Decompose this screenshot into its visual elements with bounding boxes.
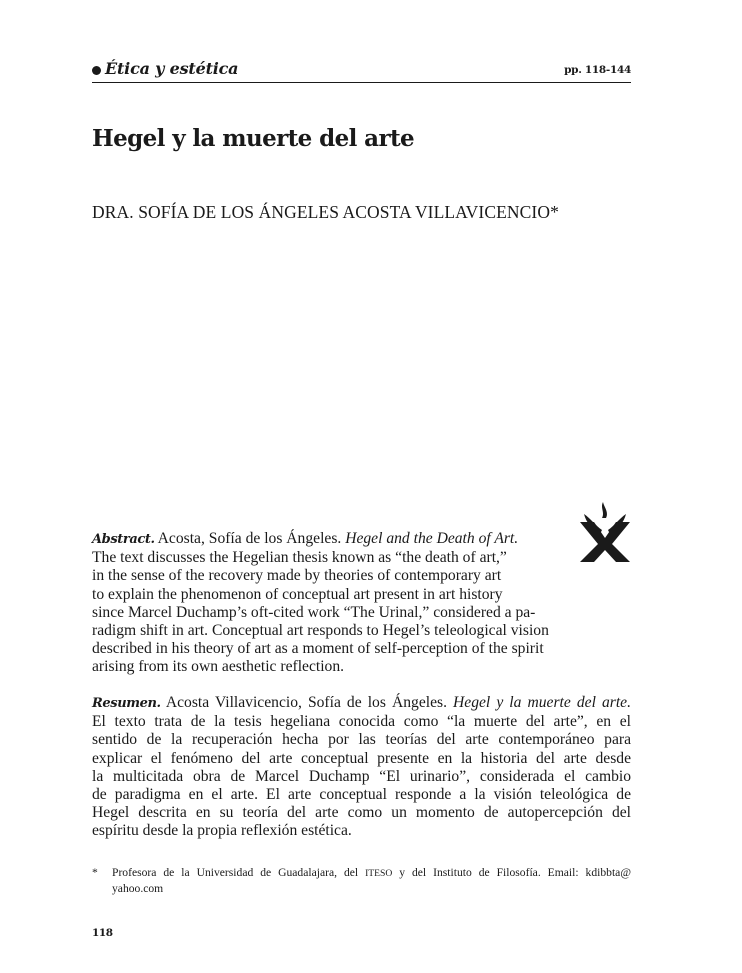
footnote-email-start: y del Instituto de Filosofía. Email: kdibbta@: [392, 866, 631, 879]
footnote-line-1: [112, 866, 631, 882]
abstract-text-line: arising from its own aesthetic reflection.: [92, 658, 345, 676]
page-range: pp. 118-144: [564, 64, 631, 76]
abstract-label: Abstract.: [92, 532, 155, 547]
footnote-marker: *: [92, 866, 98, 879]
resumen-citation: Acosta Villavicencio, Sofía de los Ángeles.: [165, 694, 447, 711]
abstract-text-line: since Marcel Duchamp’s oft-cited work “The Urinal,” considered a pa-: [92, 603, 536, 621]
abstract-citation: Acosta, Sofía de los Ángeles.: [157, 530, 342, 547]
resumen-text-line: espíritu desde la propia reflexión estética.: [92, 822, 352, 840]
footnote-institution: ITESO: [365, 868, 393, 879]
abstract-text-line: described in his theory of art as a moment of self-perception of the spirit: [92, 640, 544, 658]
resumen-text-line: de paradigma en el arte. El arte conceptual responde a la visión teleológica de: [92, 786, 631, 804]
author-name: DRA. SOFÍA DE LOS ÁNGELES ACOSTA VILLAVICENCIO*: [92, 202, 559, 222]
abstract-text-line: in the sense of the recovery made by theories of contemporary art: [92, 567, 502, 585]
bullet-icon: [92, 66, 101, 75]
abstract-text-line: to explain the phenomenon of conceptual art present in art history: [92, 585, 503, 603]
abstract-text-line: The text discusses the Hegelian thesis known as “the death of art,”: [92, 549, 507, 567]
abstract-paragraph: [92, 530, 692, 677]
resumen-text-line: explicar el fenómeno del arte conceptual presente en la historia del arte desde: [92, 749, 631, 767]
resumen-line-1: [92, 694, 631, 713]
page-number: 118: [92, 927, 113, 939]
resumen-text-line: la multicitada obra de Marcel Duchamp “El urinario”, considerada el cambio: [92, 767, 631, 785]
resumen-citation-title: Hegel y la muerte del arte.: [453, 694, 631, 711]
running-header: [92, 60, 631, 83]
resumen-paragraph: [92, 694, 692, 841]
resumen-label: Resumen.: [92, 696, 161, 711]
resumen-text-line: sentido de la recuperación hecha por las teorías del arte contemporáneo para: [92, 731, 631, 749]
footnote-text: [112, 866, 631, 896]
footnote-email-end: yahoo.com: [112, 881, 164, 895]
article-title: Hegel y la muerte del arte: [92, 125, 415, 152]
abstract-line-1: [92, 530, 692, 549]
resumen-text-line: Hegel descrita en su teoría del arte como un momento de autopercepción del: [92, 804, 631, 822]
section-name: Ética y estética: [105, 59, 239, 78]
resumen-text-line: El texto trata de la tesis hegeliana conocida como “la muerte del arte”, en el: [92, 713, 631, 731]
abstract-citation-title: Hegel and the Death of Art.: [345, 530, 519, 547]
abstract-text-line: radigm shift in art. Conceptual art responds to Hegel’s teleological vision: [92, 622, 549, 640]
footnote-affiliation: Profesora de la Universidad de Guadalajara, del: [112, 866, 366, 879]
